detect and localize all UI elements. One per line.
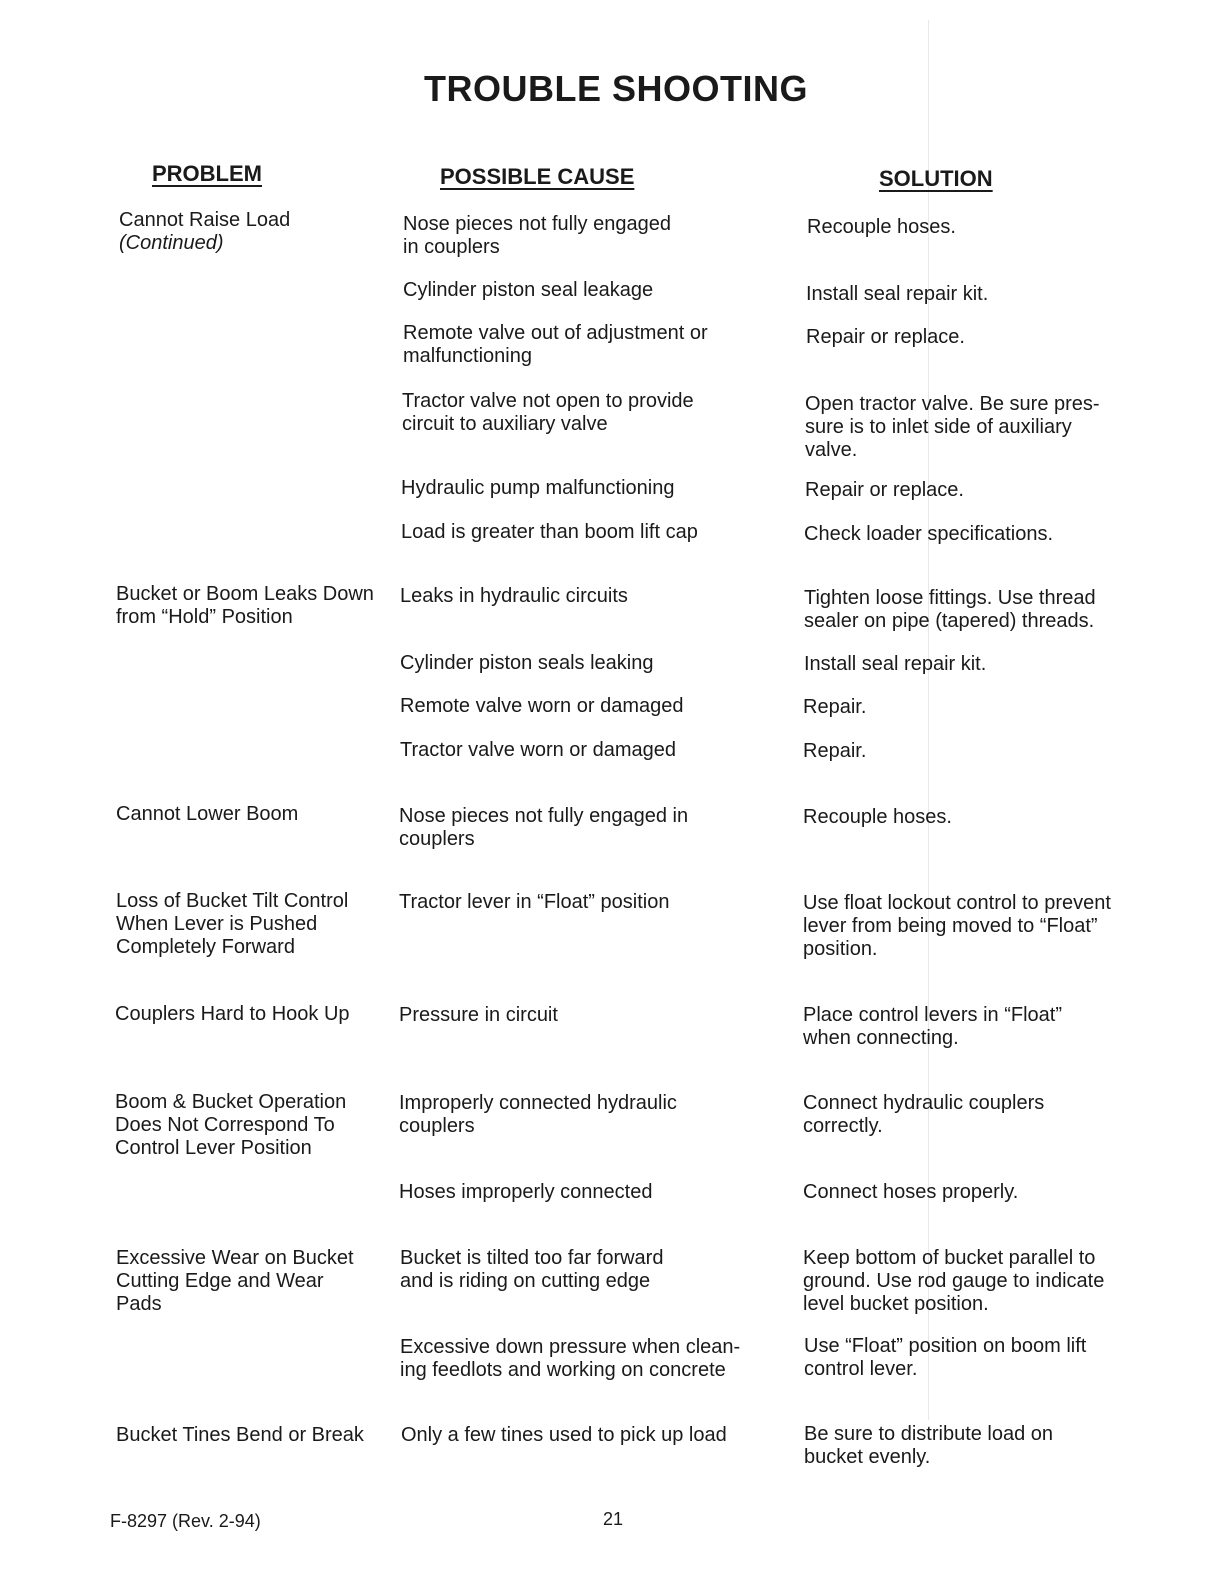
cause-cell: Cylinder piston seals leaking <box>400 652 654 674</box>
cause-cell: Tractor valve not open to provide circuit to auxiliary valve <box>402 390 694 435</box>
cause-cell: Hoses improperly connected <box>399 1181 653 1203</box>
solution-cell: Use float lockout control to prevent lever from being moved to “Float” position. <box>803 892 1111 960</box>
cause-cell: Bucket is tilted too far forward and is riding on cutting edge <box>400 1247 664 1292</box>
problem-note: (Continued) <box>119 232 224 254</box>
form-number: F-8297 (Rev. 2-94) <box>110 1511 261 1531</box>
solution-cell: Be sure to distribute load on bucket evenly. <box>804 1423 1054 1468</box>
solution-cell: Open tractor valve. Be sure pres- sure is to inlet side of auxiliary valve. <box>805 393 1100 461</box>
solution-cell: Recouple hoses. <box>803 806 952 828</box>
header-solution: SOLUTION <box>879 166 993 191</box>
problem-cell: Loss of Bucket Tilt Control When Lever is Pushed Completely Forward <box>116 890 349 958</box>
problem-cell: Cannot Raise Load <box>119 209 291 231</box>
solution-cell: Keep bottom of bucket parallel to ground. Use rod gauge to indicate level bucket position. <box>803 1247 1105 1315</box>
problem-cell: Bucket Tines Bend or Break <box>116 1424 364 1446</box>
cause-cell: Nose pieces not fully engaged in couplers <box>403 213 671 258</box>
header-possible-cause: POSSIBLE CAUSE <box>440 164 635 189</box>
solution-cell: Connect hoses properly. <box>803 1181 1019 1203</box>
solution-cell: Connect hydraulic couplers correctly. <box>803 1092 1045 1137</box>
solution-cell: Recouple hoses. <box>807 216 956 238</box>
solution-cell: Tighten loose fittings. Use thread sealer on pipe (tapered) threads. <box>804 587 1096 632</box>
cause-cell: Remote valve out of adjustment or malfunctioning <box>403 322 708 367</box>
cause-cell: Load is greater than boom lift cap <box>401 521 698 543</box>
problem-cell: Couplers Hard to Hook Up <box>115 1003 350 1025</box>
solution-cell: Place control levers in “Float” when connecting. <box>803 1004 1062 1049</box>
cause-cell: Hydraulic pump malfunctioning <box>401 477 675 499</box>
cause-cell: Excessive down pressure when clean- ing feedlots and working on concrete <box>400 1336 741 1381</box>
problem-cell: Excessive Wear on Bucket Cutting Edge and Wear Pads <box>116 1247 354 1315</box>
cause-cell: Nose pieces not fully engaged in couplers <box>399 805 689 850</box>
problem-cell: Bucket or Boom Leaks Down from “Hold” Position <box>116 583 374 628</box>
solution-cell: Use “Float” position on boom lift control lever. <box>804 1335 1087 1380</box>
cause-cell: Tractor valve worn or damaged <box>400 739 677 761</box>
solution-cell: Repair or replace. <box>806 326 965 348</box>
problem-cell: Cannot Lower Boom <box>116 803 299 825</box>
cause-cell: Tractor lever in “Float” position <box>399 891 670 913</box>
problem-cell: Boom & Bucket Operation Does Not Correspond To Control Lever Position <box>115 1091 347 1159</box>
cause-cell: Cylinder piston seal leakage <box>403 279 654 301</box>
cause-cell: Leaks in hydraulic circuits <box>400 585 628 607</box>
cause-cell: Only a few tines used to pick up load <box>401 1424 727 1446</box>
solution-cell: Repair or replace. <box>805 479 964 501</box>
solution-cell: Install seal repair kit. <box>806 283 989 305</box>
cause-cell: Remote valve worn or damaged <box>400 695 684 717</box>
solution-cell: Check loader specifications. <box>804 523 1054 545</box>
solution-cell: Repair. <box>803 740 867 762</box>
cause-cell: Pressure in circuit <box>399 1004 558 1026</box>
header-problem: PROBLEM <box>152 161 262 186</box>
page-number: 21 <box>603 1509 624 1529</box>
solution-cell: Repair. <box>803 696 867 718</box>
solution-cell: Install seal repair kit. <box>804 653 987 675</box>
page-title: TROUBLE SHOOTING <box>424 68 808 109</box>
cause-cell: Improperly connected hydraulic couplers <box>399 1092 677 1137</box>
